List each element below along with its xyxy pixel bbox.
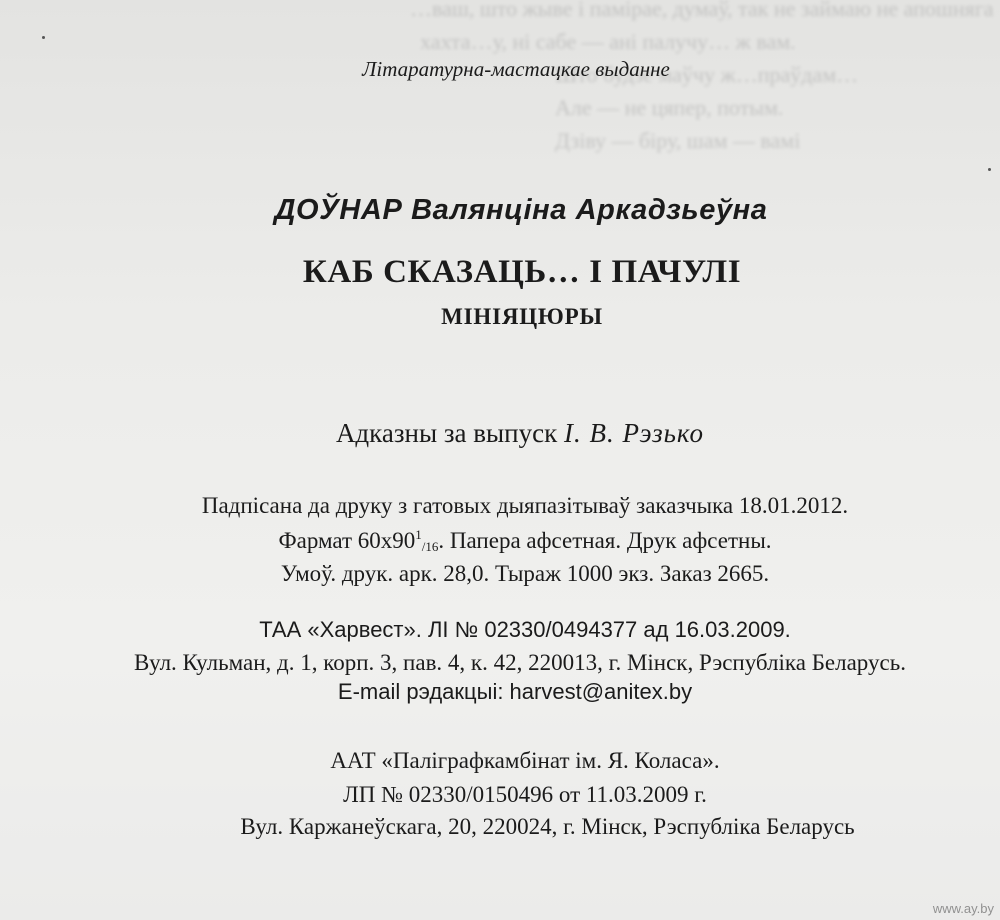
printer-license: ЛП № 02330/0150496 от 11.03.2009 г. [343, 782, 707, 807]
printer-address: Вул. Каржанеўскага, 20, 220024, г. Мінск, Рэспубліка Беларусь [240, 814, 855, 839]
editor-label: Адказны за выпуск [335, 418, 558, 448]
ghost-line: Дзіву — біру, шам — вамі [555, 128, 801, 153]
imprint-run: Умоў. друк. арк. 28,0. Тыраж 1000 экз. Заказ 2665. [280, 561, 770, 586]
format-sup: 1 [415, 527, 422, 542]
format-sub: /16 [421, 539, 439, 554]
responsible-editor [0, 418, 1000, 449]
publisher-address: Вул. Кульман, д. 1, корп. 3, пав. 4, к. 42, 220013, г. Мінск, Рэспубліка Беларусь. [134, 650, 906, 675]
book-subtitle: МІНІЯЦЮРЫ [441, 304, 603, 329]
format-prefix: Фармат 60x90 [278, 528, 416, 553]
watermark: www.ay.by [932, 901, 994, 916]
editor-name: І. В. Рэзько [563, 418, 705, 448]
ghost-line: …ваш, што жыве і памірае, думаў, так не займаю не апошняга [410, 0, 994, 21]
ghost-line: Што будзе маўчу ж…праўдам… [555, 62, 859, 87]
page-speck [42, 36, 45, 39]
format-suffix: . Папера афсетная. Друк афсетны. [438, 528, 772, 553]
page-speck [988, 168, 991, 171]
ghost-line: хахта…у, ні сабе — ані палучу… ж вам. [420, 29, 796, 54]
imprint-signed: Падпісана да друку з гатовых дыяпазітываў заказчыка 18.01.2012. [201, 493, 849, 518]
series-label: Літаратурна-мастацкае выданне [362, 57, 670, 81]
publisher-email: E-mail рэдакцыі: harvest@anitex.by [337, 679, 693, 704]
printer-name: ААТ «Паліграфкамбінат ім. Я. Коласа». [330, 748, 720, 773]
bleed-through-text [410, 0, 1000, 192]
author-name: ДОЎНАР Валянціна Аркадзьеўна [274, 194, 768, 226]
imprint-format [0, 527, 1000, 555]
book-title: КАБ СКАЗАЦЬ… І ПАЧУЛІ [302, 254, 742, 290]
publisher-license: ТАА «Харвест». ЛІ № 02330/0494377 ад 16.03.2009. [259, 617, 791, 642]
ghost-line: Але — не цяпер, потым. [555, 95, 784, 120]
